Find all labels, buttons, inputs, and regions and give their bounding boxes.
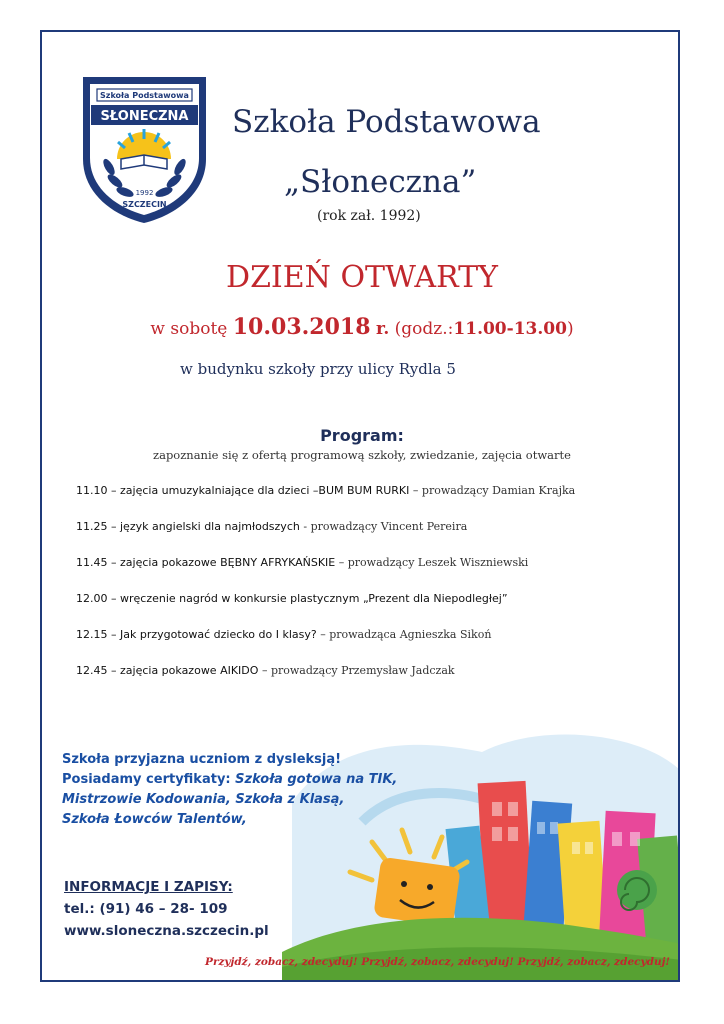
logo-city-text: SZCZECIN — [122, 200, 167, 209]
item-host: prowadząca Agnieszka Sikoń — [329, 628, 492, 641]
program-item: 12.45 – zajęcia pokazowe AIKIDO – prowadzący Przemysław Jadczak — [76, 664, 455, 677]
program-heading: Program: — [320, 426, 404, 445]
info-line-talents: Szkoła Łowców Talentów, — [62, 812, 247, 827]
school-logo — [77, 67, 212, 227]
program-item: 11.25 – język angielski dla najmłodszych - prowadzący Vincent Pereira — [76, 520, 468, 533]
school-title-line2: „Słoneczna” — [284, 164, 477, 200]
item-time: 12.15 — [76, 628, 108, 641]
info-line-coding: Mistrzowie Kodowania, Szkoła z Klasą, — [62, 792, 345, 807]
program-description: zapoznanie się z ofertą programową szkoły, zwiedzanie, zajęcia otwarte — [153, 448, 571, 462]
certificate-tik: Szkoła gotowa na TIK, — [235, 772, 398, 787]
program-item: 12.00 – wręczenie nagród w konkursie plastycznym „Prezent dla Niepodległej” — [76, 592, 508, 605]
school-title-line1: Szkoła Podstawowa — [232, 104, 541, 140]
date-value: 10.03.2018 — [232, 314, 371, 340]
item-host: prowadzący Leszek Wiszniewski — [347, 556, 529, 569]
date-prefix: w sobotę — [150, 319, 228, 339]
item-time: 12.45 — [76, 664, 108, 677]
date-suffix: r. — [375, 319, 390, 339]
info-line-certificates — [62, 770, 397, 790]
item-host: prowadzący Przemysław Jadczak — [270, 664, 455, 677]
item-activity: zajęcia pokazowe BĘBNY AFRYKAŃSKIE — [120, 556, 336, 569]
event-date — [42, 314, 680, 340]
item-activity: zajęcia umuzykalniające dla dzieci –BUM BUM RURKI — [120, 484, 410, 497]
event-title: DZIEŃ OTWARTY — [226, 260, 498, 295]
contact-phone: tel.: (91) 46 – 28- 109 — [64, 901, 228, 917]
item-activity: wręczenie nagród w konkursie plastycznym „Prezent dla Niepodległej” — [120, 592, 508, 605]
program-item: 11.10 – zajęcia umuzykalniające dla dzieci –BUM BUM RURKI – prowadzący Damian Krajka — [76, 484, 576, 497]
hours-suffix: ) — [566, 319, 574, 339]
certificates-label: Posiadamy certyfikaty: — [62, 772, 231, 787]
logo-year-text: 1992 — [135, 189, 154, 197]
hours-prefix: (godz.: — [394, 319, 454, 339]
school-info — [62, 750, 397, 830]
contact-website-link[interactable]: www.sloneczna.szczecin.pl — [64, 923, 269, 939]
program-list — [76, 484, 676, 700]
program-item: 11.45 – zajęcia pokazowe BĘBNY AFRYKAŃSKIE – prowadzący Leszek Wiszniewski — [76, 556, 529, 569]
logo-name-text: SŁONECZNA — [100, 109, 189, 124]
spiral-tree-icon — [617, 870, 657, 910]
program-item: 12.15 – Jak przygotować dziecko do I klasy? – prowadząca Agnieszka Sikoń — [76, 628, 492, 641]
item-host: prowadzący Damian Krajka — [421, 484, 576, 497]
logo-school-text: Szkoła Podstawowa — [100, 91, 189, 100]
info-line-dyslexia: Szkoła przyjazna uczniom z dysleksją! — [62, 752, 342, 767]
footer-slogan: Przyjdź, zobacz, zdecyduj! Przyjdź, zobacz, zdecyduj! Przyjdź, zobacz, zdecyduj! — [205, 956, 670, 968]
item-activity: zajęcia pokazowe AIKIDO — [120, 664, 259, 677]
item-time: 12.00 — [76, 592, 108, 605]
item-host: prowadzący Vincent Pereira — [310, 520, 468, 533]
item-time: 11.10 — [76, 484, 108, 497]
contact-block — [64, 876, 269, 942]
poster-frame — [40, 30, 680, 982]
item-activity: język angielski dla najmłodszych — [120, 520, 300, 533]
contact-heading: INFORMACJE I ZAPISY: — [64, 879, 233, 895]
item-time: 11.25 — [76, 520, 108, 533]
item-activity: Jak przygotować dziecko do I klasy? — [120, 628, 317, 641]
founded-year: (rok zał. 1992) — [317, 208, 421, 224]
hours-value: 11.00-13.00 — [453, 319, 567, 339]
event-location: w budynku szkoły przy ulicy Rydla 5 — [180, 360, 456, 378]
item-time: 11.45 — [76, 556, 108, 569]
